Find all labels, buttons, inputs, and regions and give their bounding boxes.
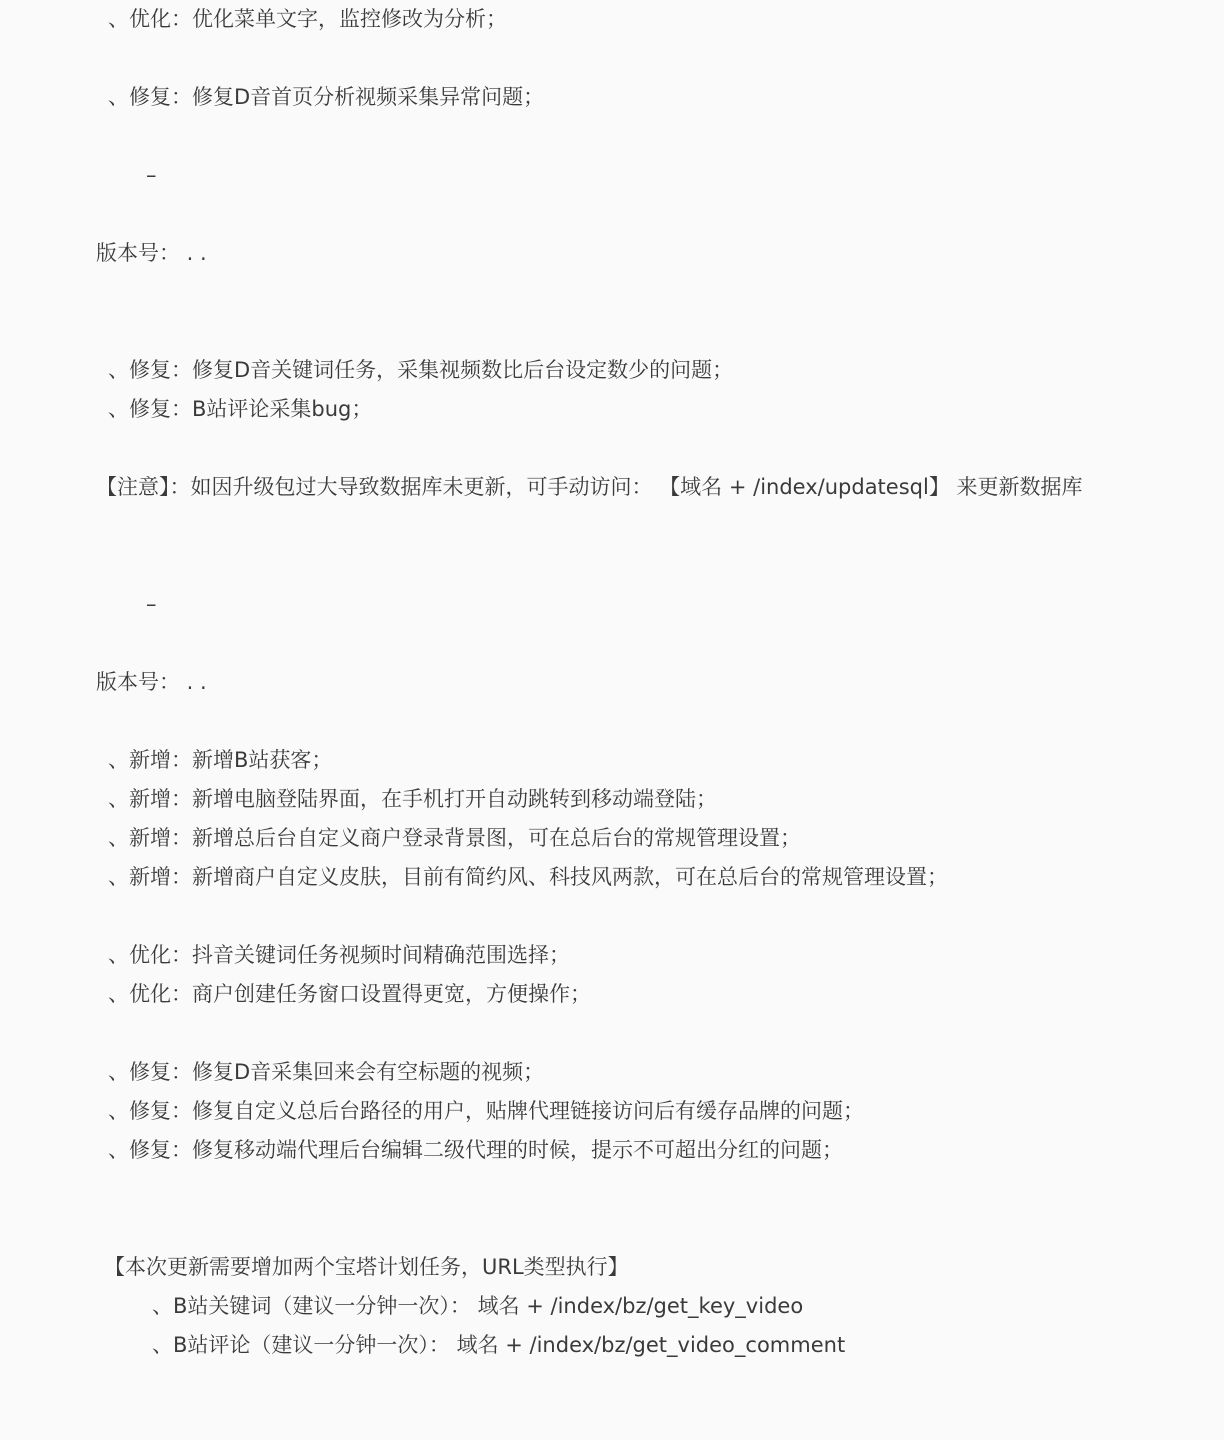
list-item-new: 、新增：新增总后台自定义商户登录背景图，可在总后台的常规管理设置； bbox=[108, 826, 801, 850]
fix-d-homepage-line: 、修复：修复D音首页分析视频采集异常问题； bbox=[108, 85, 545, 109]
fix-d-keyword-task-line: 、修复：修复D音关键词任务，采集视频数比后台设定数少的问题； bbox=[108, 358, 734, 382]
list-item-new: 、新增：新增商户自定义皮肤，目前有简约风、科技风两款，可在总后台的常规管理设置； bbox=[108, 865, 948, 889]
list-item-new: 、新增：新增电脑登陆界面，在手机打开自动跳转到移动端登陆； bbox=[108, 787, 717, 811]
list-item-optimize: 、优化：抖音关键词任务视频时间精确范围选择； bbox=[108, 943, 570, 967]
opt-menu-text-line: 、优化：优化菜单文字，监控修改为分析； bbox=[108, 7, 507, 31]
cron-heading: 【本次更新需要增加两个宝塔计划任务，URL类型执行】 bbox=[104, 1255, 629, 1279]
list-item-fix: 、修复：修复移动端代理后台编辑二级代理的时候，提示不可超出分红的问题； bbox=[108, 1138, 843, 1162]
notice-paragraph: 【注意】：如因升级包过大导致数据库未更新，可手动访问： 【域名 + /index/updatesql】 来更新数据库 bbox=[96, 475, 1083, 499]
list-item-optimize: 、优化：商户创建任务窗口设置得更宽，方便操作； bbox=[108, 982, 591, 1006]
section-divider-dash: – bbox=[146, 163, 157, 187]
version-label: 版本号： . . bbox=[96, 241, 207, 265]
list-item-fix: 、修复：修复自定义总后台路径的用户，贴牌代理链接访问后有缓存品牌的问题； bbox=[108, 1099, 864, 1123]
list-item-new: 、新增：新增B站获客； bbox=[108, 748, 333, 772]
list-item-fix: 、修复：修复D音采集回来会有空标题的视频； bbox=[108, 1060, 545, 1084]
cron-item: 、B站评论（建议一分钟一次）： 域名 + /index/bz/get_video_comment bbox=[152, 1333, 846, 1357]
section-divider-dash: – bbox=[146, 592, 157, 616]
fix-b-comment-line: 、修复：B站评论采集bug； bbox=[108, 397, 373, 421]
version-label: 版本号： . . bbox=[96, 670, 207, 694]
cron-item: 、B站关键词（建议一分钟一次）： 域名 + /index/bz/get_key_video bbox=[152, 1294, 804, 1318]
